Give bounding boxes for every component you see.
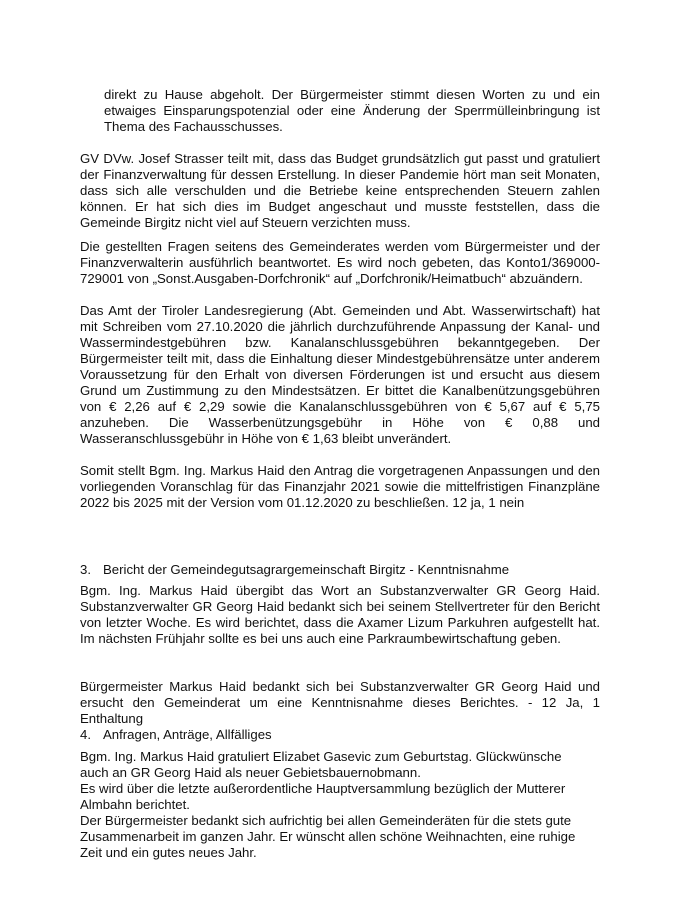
paragraph-dank-weihnachten: Der Bürgermeister bedankt sich aufrichtig bei allen Gemeinderäten für die stets gute Zusammenarbeit im ganzen Jahr. Er wünscht allen schöne Weihnachten, eine ruhige Zeit und ein gutes neues Jahr. [80,813,576,860]
paragraph-substanzverwalter: Bgm. Ing. Markus Haid übergibt das Wort an Substanzverwalter GR Georg Haid. Substanzverwalter GR Georg Haid bedankt sich bei seinem Stellvertreter für den Bericht von letzter Woche. Es wird berichtet, dass die Axamer Lizum Parkuhren aufgestellt hat. Im nächsten Frühjahr sollte es bei uns auch eine Parkraumbewirtschaftung geben. [80,583,600,646]
paragraph-strasser-budget: GV DVw. Josef Strasser teilt mit, dass das Budget grundsätzlich gut passt und gratuliert der Finanzverwaltung für dessen Erstellung. In dieser Pandemie hört man seit Monaten, dass sich alle verschulden und die Betriebe keine entsprechenden Steuern zahlen können. Er hat sich dies im Budget angeschaut und musste feststellen, dass die Gemeinde Birgitz nicht viel auf Steuern verzichten muss. [80,151,600,230]
section-title: Anfragen, Anträge, Allfälliges [103,727,272,742]
paragraph-kenntnisnahme: Bürgermeister Markus Haid bedankt sich bei Substanzverwalter GR Georg Haid und ersucht den Gemeinderat um eine Kenntnisnahme dieses Berichtes. - 12 Ja, 1 Enthaltung [80,679,600,726]
section-number: 4. [80,727,91,742]
paragraph-sperrmuell: direkt zu Hause abgeholt. Der Bürgermeister stimmt diesen Worten zu und ein etwaiges Einsparungspotenzial oder eine Änderung der Sperrmülleinbringung ist Thema des Fachausschusses. [104,87,600,134]
section-heading-3 [80,562,509,578]
paragraph-antrag-voranschlag: Somit stellt Bgm. Ing. Markus Haid den Antrag die vorgetragenen Anpassungen und den vorliegenden Voranschlag für das Finanzjahr 2021 sowie die mittelfristigen Finanzpläne 2022 bis 2025 mit der Version vom 01.12.2020 zu beschließen. 12 ja, 1 nein [80,463,600,510]
paragraph-fragen-konto: Die gestellten Fragen seitens des Gemeinderates werden vom Bürgermeister und der Finanzverwalterin ausführlich beantwortet. Es wird noch gebeten, das Konto1/369000-729001 von „Sonst.Ausgaben-Dorfchronik“ auf „Dorfchronik/Heimatbuch“ abzuändern. [80,239,600,286]
section-title: Bericht der Gemeindegutsagrargemeinschaft Birgitz - Kenntnisnahme [103,562,510,577]
paragraph-gratulation: Bgm. Ing. Markus Haid gratuliert Elizabet Gasevic zum Geburtstag. Glückwünsche auch an GR Georg Haid als neuer Gebietsbauernobmann. [80,749,562,780]
section-number: 3. [80,562,91,577]
section-heading-4 [80,727,272,743]
paragraph-hauptversammlung: Es wird über die letzte außerordentliche Hauptversammlung bezüglich der Mutterer Almbahn berichtet. [80,781,566,812]
paragraph-gebuehren: Das Amt der Tiroler Landesregierung (Abt. Gemeinden und Abt. Wasserwirtschaft) hat mit Schreiben vom 27.10.2020 die jährlich durchzuführende Anpassung der Kanal- und Wassermindestgebühren bzw. Kanalanschlussgebühren bekanntgegeben. Der Bürgermeister teilt mit, dass die Einhaltung dieser Mindestgebührensätze unter anderem Voraussetzung für den Erhalt von diversen Förderungen ist und ersucht aus diesem Grund um Zustimmung zu den Mindestsätzen. Er bittet die Kanalbenützungsgebühren von € 2,26 auf € 2,29 sowie die Kanalanschlussgebühren von € 5,67 auf € 5,75 anzuheben. Die Wasserbenützungsgebühr in Höhe von € 0,88 und Wasseranschlussgebühr in Höhe von € 1,63 bleibt unverändert. [80,303,600,446]
